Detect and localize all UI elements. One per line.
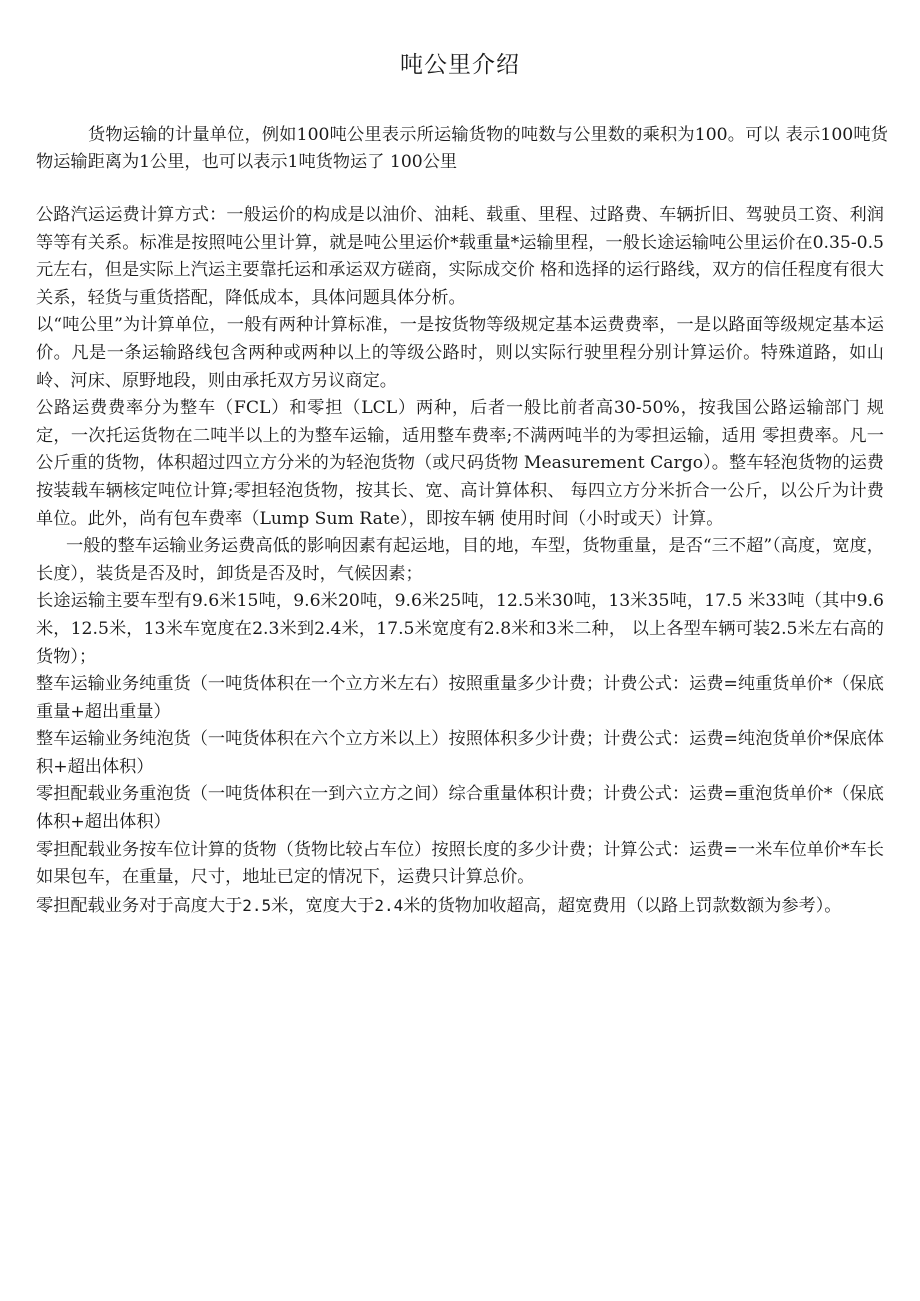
paragraph-freight-calculation: 公路汽运运费计算方式：一般运价的构成是以油价、油耗、载重、里程、过路费、车辆折旧、驾驶员工资、利润等等有关系。标准是按照吨公里计算，就是吨公里运价*载重量*运输里程，一般长途运输吨公里运价在0.35-0.5元左右，但是实际上汽运主要靠托运和承运双方磋商，实际成交价 格和选择的运行路线，双方的信任程度有很大关系，轻货与重货搭配，降低成本，具体问题具体分析。 xyxy=(36,205,884,308)
intro-paragraph: 货物运输的计量单位，例如100吨公里表示所运输货物的吨数与公里数的乘积为100。可以 表示100吨货物运输距离为1公里，也可以表示1吨货物运了 100公里 xyxy=(36,125,888,172)
surcharge-text-3: 米的货物加收超高，超宽费用（以路上罚款数额为参考）。 xyxy=(403,895,842,916)
paragraph-light-goods: 整车运输业务纯泡货（一吨货体积在六个立方米以上）按照体积多少计费；计费公式：运费=纯泡货单价*保底体积+超出体积） xyxy=(36,729,884,777)
paragraph-influencing-factors: 一般的整车运输业务运费高低的影响因素有起运地，目的地，车型，货物重量，是否“三不超”（高度，宽度，长度），装货是否及时，卸货是否及时，气候因素； xyxy=(36,536,884,584)
document-body xyxy=(36,202,884,920)
paragraph-slot-goods: 零担配载业务按车位计算的货物（货物比较占车位）按照长度的多少计费；计算公式：运费=一米车位单价*车长 xyxy=(36,839,884,860)
surcharge-text-1: 零担配载业务对于高度大于 xyxy=(36,895,243,916)
width-limit-value: 2.4 xyxy=(374,895,404,915)
paragraph-fcl-lcl-rates: 公路运费费率分为整车（FCL）和零担（LCL）两种，后者一般比前者高30-50%，按我国公路运输部门 规定，一次托运货物在二吨半以上的为整车运输，适用整车费率;不满两吨半的为零担运输，适用 零担费率。凡一公斤重的货物，体积超过四立方分米的为轻泡货物（或尺码货物 Measurement Cargo）。整车轻泡货物的运费按装载车辆核定吨位计算;零担轻泡货物，按其长、宽、高计算体积、 每四立方分米折合一公斤，以公斤为计费单位。此外，尚有包车费率（Lump Sum Rate），即按车辆 使用时间（小时或天）计算。 xyxy=(36,398,884,529)
paragraph-charter: 如果包车，在重量，尺寸，地址已定的情况下，运费只计算总价。 xyxy=(36,867,535,888)
height-limit-value: 2.5 xyxy=(242,895,272,915)
paragraph-vehicle-types: 长途运输主要车型有9.6米15吨，9.6米20吨，9.6米25吨，12.5米30吨，13米35吨，17.5 米33吨（其中9.6米，12.5米，13米车宽度在2.3米到2.4米，17.5米宽度有2.8米和3米二种， 以上各型车辆可装2.5米左右高的货物）； xyxy=(36,591,884,667)
document-title: 吨公里介绍 xyxy=(400,52,520,78)
surcharge-text-2: 米，宽度大于 xyxy=(271,895,375,916)
paragraph-ton-km-standard: 以“吨公里”为计算单位，一般有两种计算标准，一是按货物等级规定基本运费费率，一是以路面等级规定基本运价。凡是一条运输路线包含两种或两种以上的等级公路时，则以实际行驶里程分别计算运价。特殊道路，如山岭、河床、原野地段，则由承托双方另议商定。 xyxy=(36,315,884,391)
paragraph-oversize-surcharge xyxy=(36,892,884,921)
paragraph-mixed-goods: 零担配载业务重泡货（一吨货体积在一到六立方之间）综合重量体积计费；计费公式：运费=重泡货单价*（保底体积+超出体积） xyxy=(36,784,884,833)
paragraph-heavy-goods: 整车运输业务纯重货（一吨货体积在一个立方米左右）按照重量多少计费；计费公式：运费=纯重货单价*（保底重量+超出重量） xyxy=(36,674,884,722)
